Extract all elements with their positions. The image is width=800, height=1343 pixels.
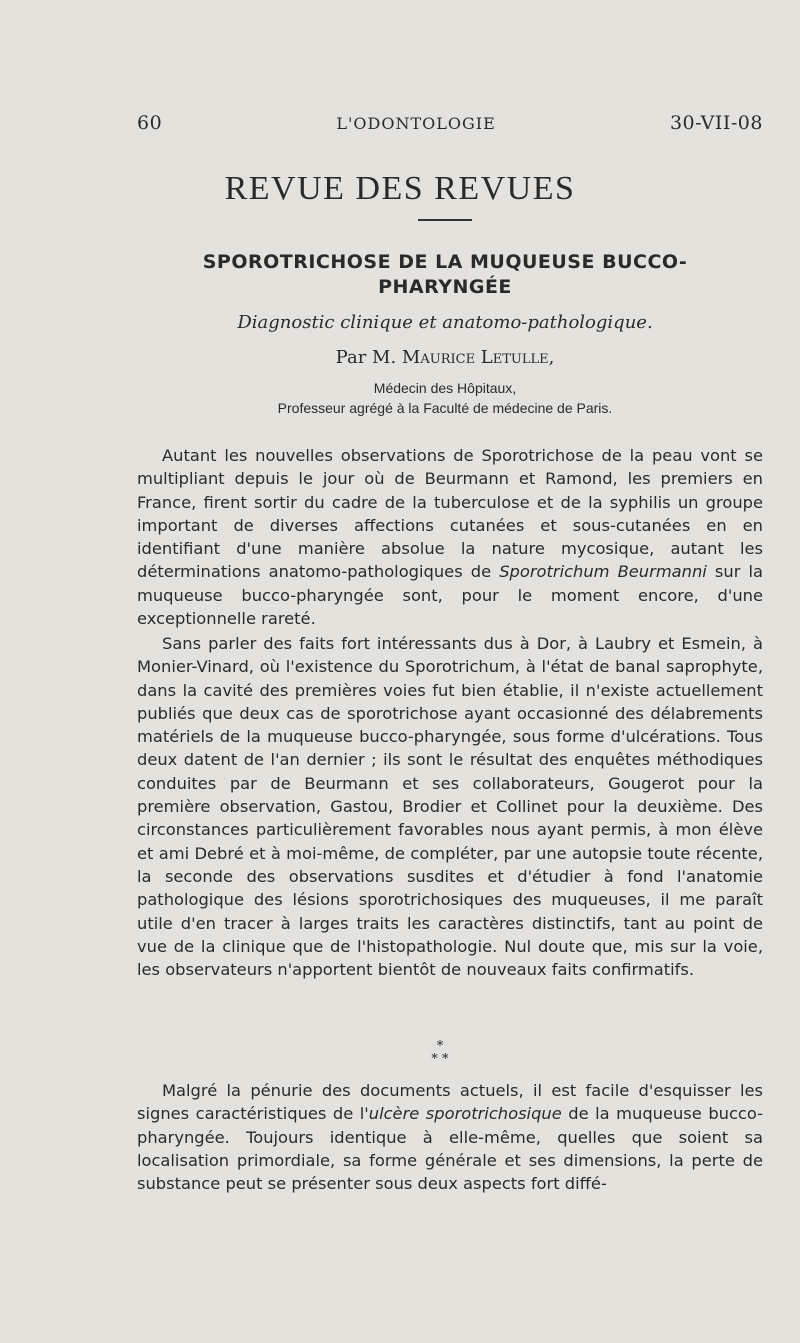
- affiliation-1: Médecin des Hôpitaux,: [373, 380, 517, 396]
- p1-text-a: Autant les nouvelles observations de Sporotrichose de la peau vont se multipliant depuis le jour où de Beurmann et Ramond, les premiers en France, firent sortir du cadre de la tuberculose et de la syphilis un groupe important de diverses affections cutanées et sous-cutanées en en identifiant d'une manière absolue la nature mycosique, autant les déterminations anatomo-pathologiques de: [137, 446, 763, 582]
- byline-prefix: Par M.: [335, 347, 397, 368]
- journal-title: L'ODONTOLOGIE: [336, 114, 496, 133]
- p3-italic: ulcère sporotrichosique: [368, 1104, 562, 1124]
- p1-text-b: sur la muqueuse bucco-pharyngée sont, pour le moment encore, d'une exceptionnelle rareté.: [137, 562, 763, 629]
- asterism: [425, 1040, 455, 1066]
- paragraph-1: [137, 444, 763, 630]
- p3-text-a: Malgré la pénurie des documents actuels, il est facile d'esquisser les signes caractéristiques de l': [137, 1081, 763, 1124]
- p3-text-b: de la muqueuse bucco-pharyngée. Toujours identique à elle-même, quelles que soient sa localisation primordiale, sa forme générale et ses dimensions, la perte de substance peut se présenter sous deux aspects fort diffé-: [137, 1104, 764, 1194]
- article-subtitle: Diagnostic clinique et anatomo-pathologique.: [237, 312, 653, 333]
- section-title: REVUE DES REVUES: [224, 170, 576, 207]
- asterism-top: *: [436, 1039, 444, 1054]
- page-number: 60: [137, 112, 163, 134]
- paragraph-2: Sans parler des faits fort intéressants dus à Dor, à Laubry et Esmein, à Monier-Vinard, où l'existence du Sporotrichum, à l'état de banal saprophyte, dans la cavité des premières voies fut bien établie, il n'existe actuellement publiés que deux cas de sporotrichose ayant occasionné des délabrements matériels de la muqueuse bucco-pharyngée, sous forme d'ulcérations. Tous deux datent de l'an dernier ; ils sont le résultat des enquêtes méthodiques conduites par de Beurmann et ses collaborateurs, Gougerot pour la première observation, Gastou, Brodier et Collinet pour la deuxième. Des circonstances particulièrement favorables nous ayant permis, à mon élève et ami Debré et à moi-même, de compléter, par une autopsie toute récente, la seconde des observations susdites et d'étudier à fond l'anatomie pathologique des lésions sporotrichosiques des muqueuses, il me paraît utile d'en tracer à larges traits les caractères distinctifs, tant au point de vue de la clinique que de l'histopathologie. Nul doute que, mis sur la voie, les observateurs n'apportent bientôt de nouveaux faits confirmatifs.: [137, 634, 763, 980]
- author-name: Maurice Letulle,: [401, 347, 555, 368]
- asterism-bottom: * *: [431, 1052, 449, 1067]
- running-head: [137, 112, 763, 134]
- issue-date: 30-VII-08: [669, 112, 763, 134]
- affiliation-2: Professeur agrégé à la Faculté de médecine de Paris.: [277, 400, 613, 416]
- title-rule: [418, 219, 472, 221]
- p1-italic: Sporotrichum Beurmanni: [499, 562, 707, 582]
- byline: [0, 347, 800, 368]
- paragraph-3: [137, 1079, 763, 1195]
- article-title: SPOROTRICHOSE DE LA MUQUEUSE BUCCO-PHARYNGÉE: [202, 251, 688, 298]
